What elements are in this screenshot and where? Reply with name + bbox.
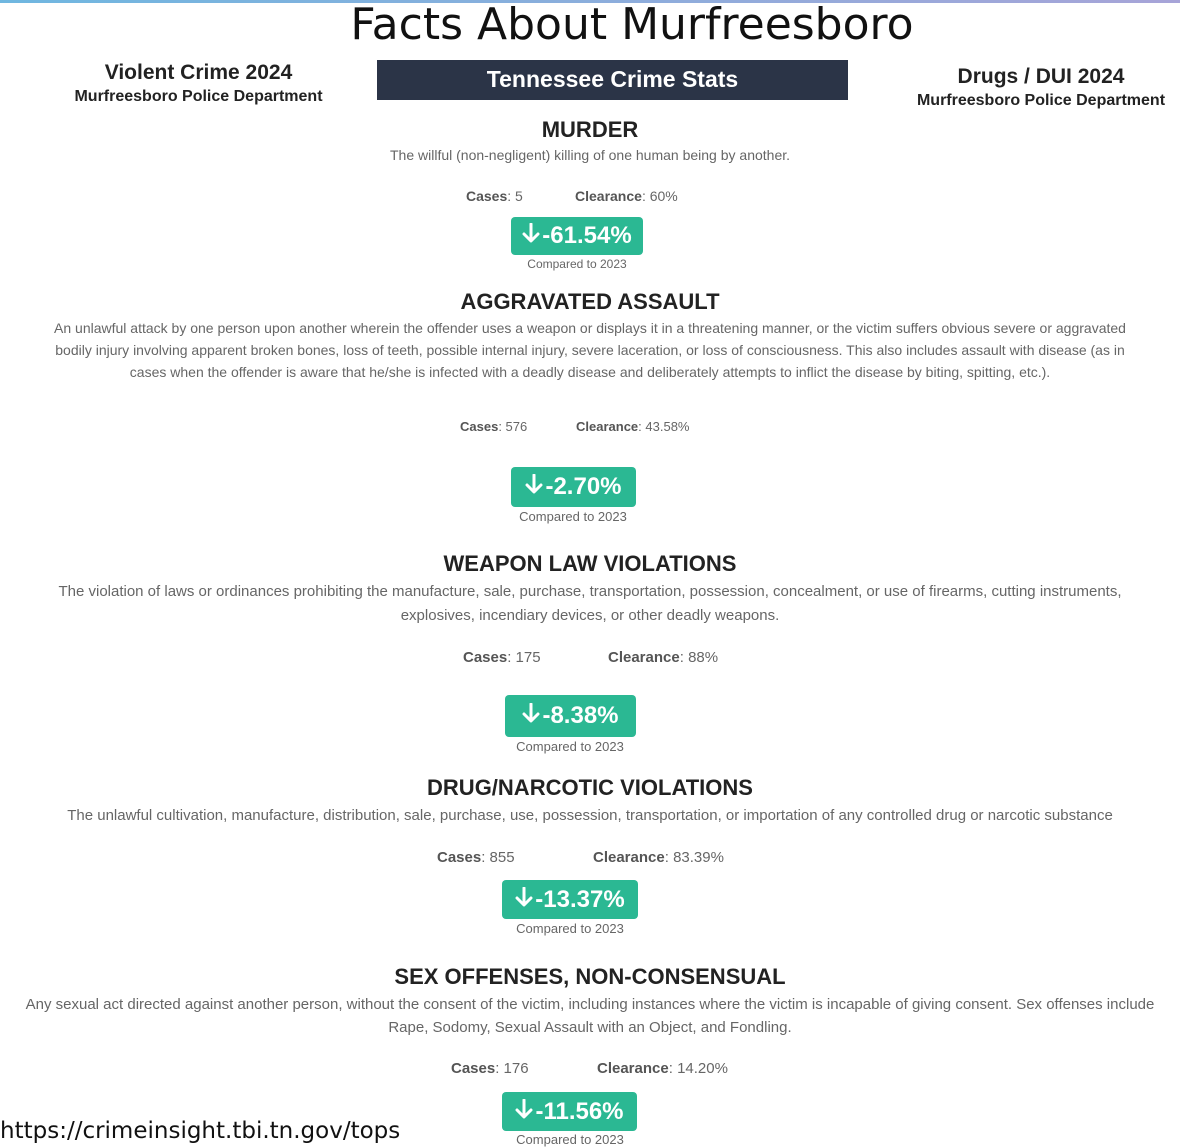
compared-note: Compared to 2023 (519, 509, 627, 524)
assault-clearance: Clearance: 43.58% (576, 419, 690, 434)
arrow-down-icon (515, 1098, 533, 1126)
section-aggravated-assault (0, 288, 1180, 383)
change-value: -2.70% (545, 473, 622, 500)
weapon-clearance: Clearance: 88% (608, 649, 719, 666)
arrow-down-icon (515, 886, 533, 914)
section-heading: MURDER (541, 117, 639, 142)
page-title: Facts About Murfreesboro (350, 0, 914, 50)
murder-change-badge (511, 217, 643, 255)
section-weapon-law (0, 550, 1180, 628)
compared-note: Compared to 2023 (516, 739, 624, 754)
compared-note: Compared to 2023 (516, 1132, 624, 1147)
right-header-heading: Drugs / DUI 2024 (957, 65, 1125, 88)
assault-cases: Cases: 576 (460, 419, 528, 434)
compared-note: Compared to 2023 (516, 921, 624, 936)
section-heading: AGGRAVATED ASSAULT (460, 289, 720, 314)
section-description: Any sexual act directed against another person, without the consent of the victim, including instances where the victim is incapable of giving consent. Sex offenses include Rape, Sodomy, Sexual Assault with an Object, and Fondling. (25, 996, 1155, 1036)
section-sex-offenses (0, 963, 1180, 1039)
change-value: -11.56% (535, 1097, 624, 1125)
murder-cases: Cases: 5 (466, 188, 523, 204)
arrow-down-icon (525, 473, 543, 501)
section-heading: WEAPON LAW VIOLATIONS (443, 551, 737, 576)
change-value: -13.37% (535, 885, 625, 913)
assault-change-badge (511, 467, 636, 507)
drug-change-badge (502, 880, 638, 919)
change-value: -61.54% (542, 222, 632, 249)
right-header (900, 64, 1180, 112)
weapon-change-badge (505, 695, 636, 737)
sex-offenses-cases: Cases: 176 (451, 1060, 529, 1077)
section-description: The violation of laws or ordinances prohibiting the manufacture, sale, purchase, transportation, possession, concealment, or use of firearms, cutting instruments, explosives, incendiary devices, or other deadly weapons. (58, 583, 1122, 624)
left-header (52, 60, 345, 108)
drug-clearance: Clearance: 83.39% (593, 849, 724, 866)
sex-offenses-change-badge (502, 1092, 637, 1131)
section-description: The unlawful cultivation, manufacture, distribution, sale, purchase, use, possession, transportation, or importation of any controlled drug or narcotic substance (67, 807, 1113, 824)
section-heading: SEX OFFENSES, NON-CONSENSUAL (394, 964, 786, 989)
section-description: An unlawful attack by one person upon another wherein the offender uses a weapon or displays it in a threatening manner, or the victim suffers obvious severe or aggravated bodily injury involving apparent broken bones, loss of teeth, possible internal injury, severe laceration, or loss of consciousness. This also includes assault with disease (as in cases when the offender is aware that he/she is infected with a deadly disease and deliberately attempts to inflict the disease by biting, spitting, etc.). (54, 320, 1126, 380)
left-header-heading: Violent Crime 2024 (104, 61, 293, 84)
source-url: https://crimeinsight.tbi.tn.gov/tops (0, 1118, 401, 1144)
banner: Tennessee Crime Stats (377, 60, 848, 100)
left-header-subtitle: Murfreesboro Police Department (74, 88, 323, 105)
section-heading: DRUG/NARCOTIC VIOLATIONS (427, 775, 753, 800)
arrow-down-icon (522, 702, 540, 730)
change-value: -8.38% (542, 702, 619, 729)
compared-note: Compared to 2023 (527, 257, 627, 271)
section-description: The willful (non-negligent) killing of one human being by another. (389, 147, 791, 163)
sex-offenses-clearance: Clearance: 14.20% (597, 1060, 728, 1077)
right-header-subtitle: Murfreesboro Police Department (916, 92, 1166, 109)
murder-clearance: Clearance: 60% (575, 188, 678, 204)
section-drug-narcotic (0, 774, 1180, 828)
weapon-cases: Cases: 175 (463, 649, 541, 666)
section-murder (0, 116, 1180, 166)
arrow-down-icon (522, 222, 540, 250)
drug-cases: Cases: 855 (437, 849, 515, 866)
